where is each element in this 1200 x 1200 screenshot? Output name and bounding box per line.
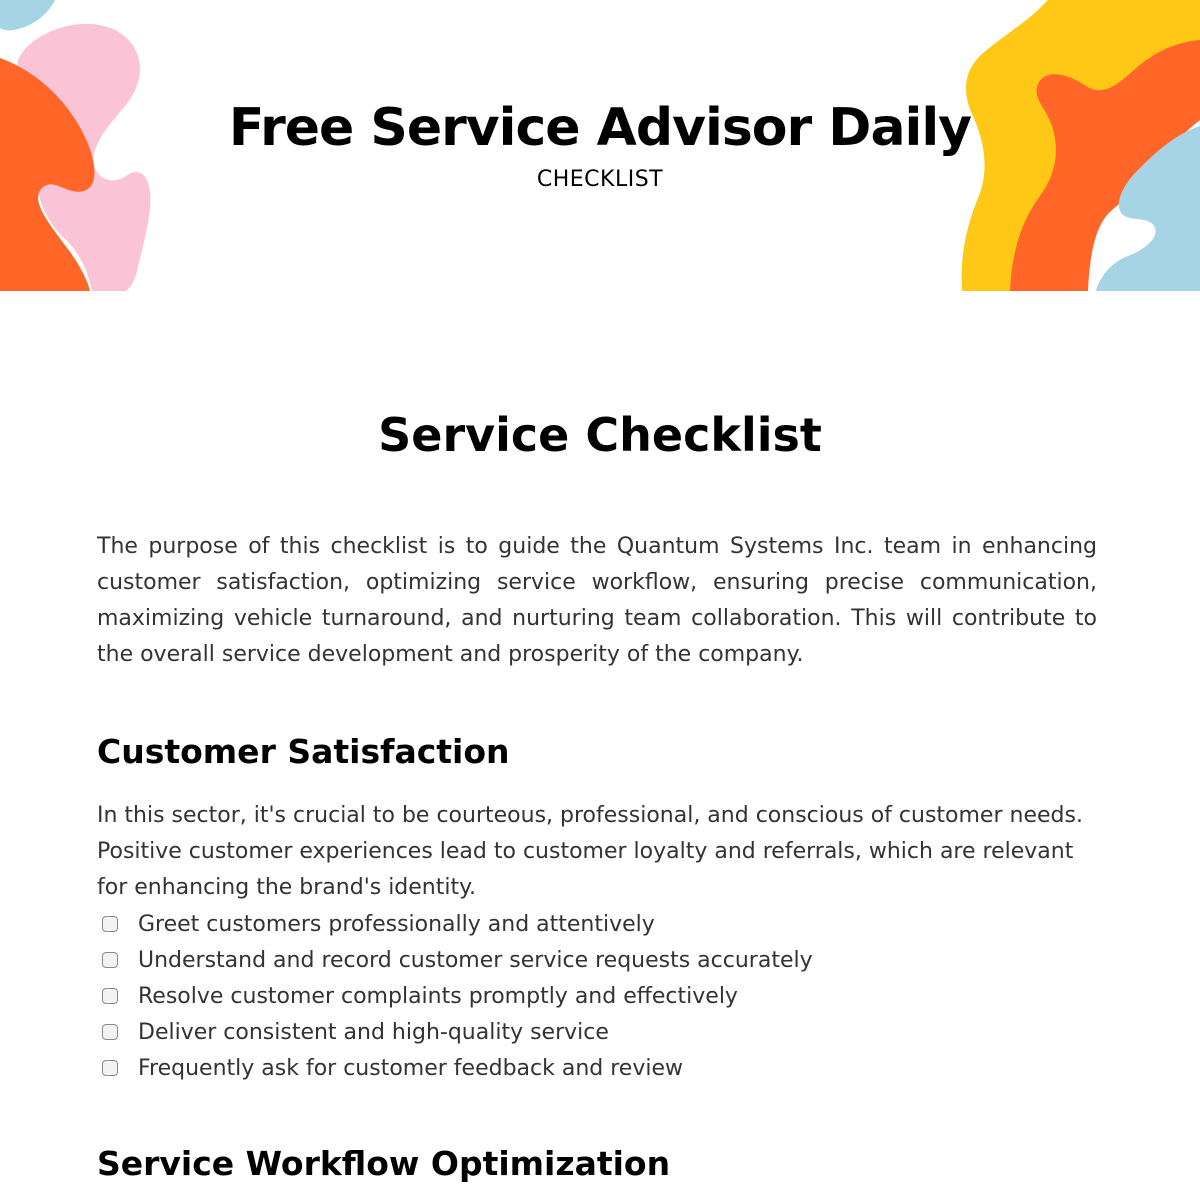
banner-title: Free Service Advisor Daily	[228, 98, 972, 158]
checklist-item-label: Resolve customer complaints promptly and effectively	[138, 983, 738, 1009]
checkbox[interactable]	[102, 988, 118, 1004]
customer-satisfaction-checklist	[97, 906, 1097, 1086]
checkbox[interactable]	[102, 1060, 118, 1076]
checklist-item	[97, 978, 1097, 1014]
checklist-item	[97, 906, 1097, 942]
checklist-item-label: Frequently ask for customer feedback and review	[138, 1055, 683, 1081]
checklist-item	[97, 1050, 1097, 1086]
section-description-customer-satisfaction: In this sector, it's crucial to be courteous, professional, and conscious of customer needs. Positive customer experiences lead to customer loyalty and referrals, which are relevant for enhancing the brand's identity.	[97, 803, 1083, 900]
intro-paragraph: The purpose of this checklist is to guide the Quantum Systems Inc. team in enhancing customer satisfaction, optimizing service workflow, ensuring precise communication, maximizing vehicle turnaround, and nurturing team collaboration. This will contribute to the overall service development and prosperity of the company.	[97, 534, 1097, 667]
checklist-item	[97, 1014, 1097, 1050]
header-banner	[0, 0, 1200, 291]
checkbox[interactable]	[102, 952, 118, 968]
checkbox[interactable]	[102, 1024, 118, 1040]
section-heading-customer-satisfaction: Customer Satisfaction	[97, 732, 510, 771]
section-heading-service-workflow-optimization: Service Workflow Optimization	[97, 1144, 671, 1183]
document-title: Service Checklist	[378, 408, 822, 462]
checklist-item	[97, 942, 1097, 978]
checkbox[interactable]	[102, 916, 118, 932]
checklist-item-label: Greet customers professionally and attentively	[138, 911, 655, 937]
left-blue-blob	[0, 0, 55, 30]
checklist-item-label: Deliver consistent and high-quality service	[138, 1019, 609, 1045]
banner-subtitle: CHECKLIST	[536, 167, 664, 192]
checklist-item-label: Understand and record customer service requests accurately	[138, 947, 813, 973]
